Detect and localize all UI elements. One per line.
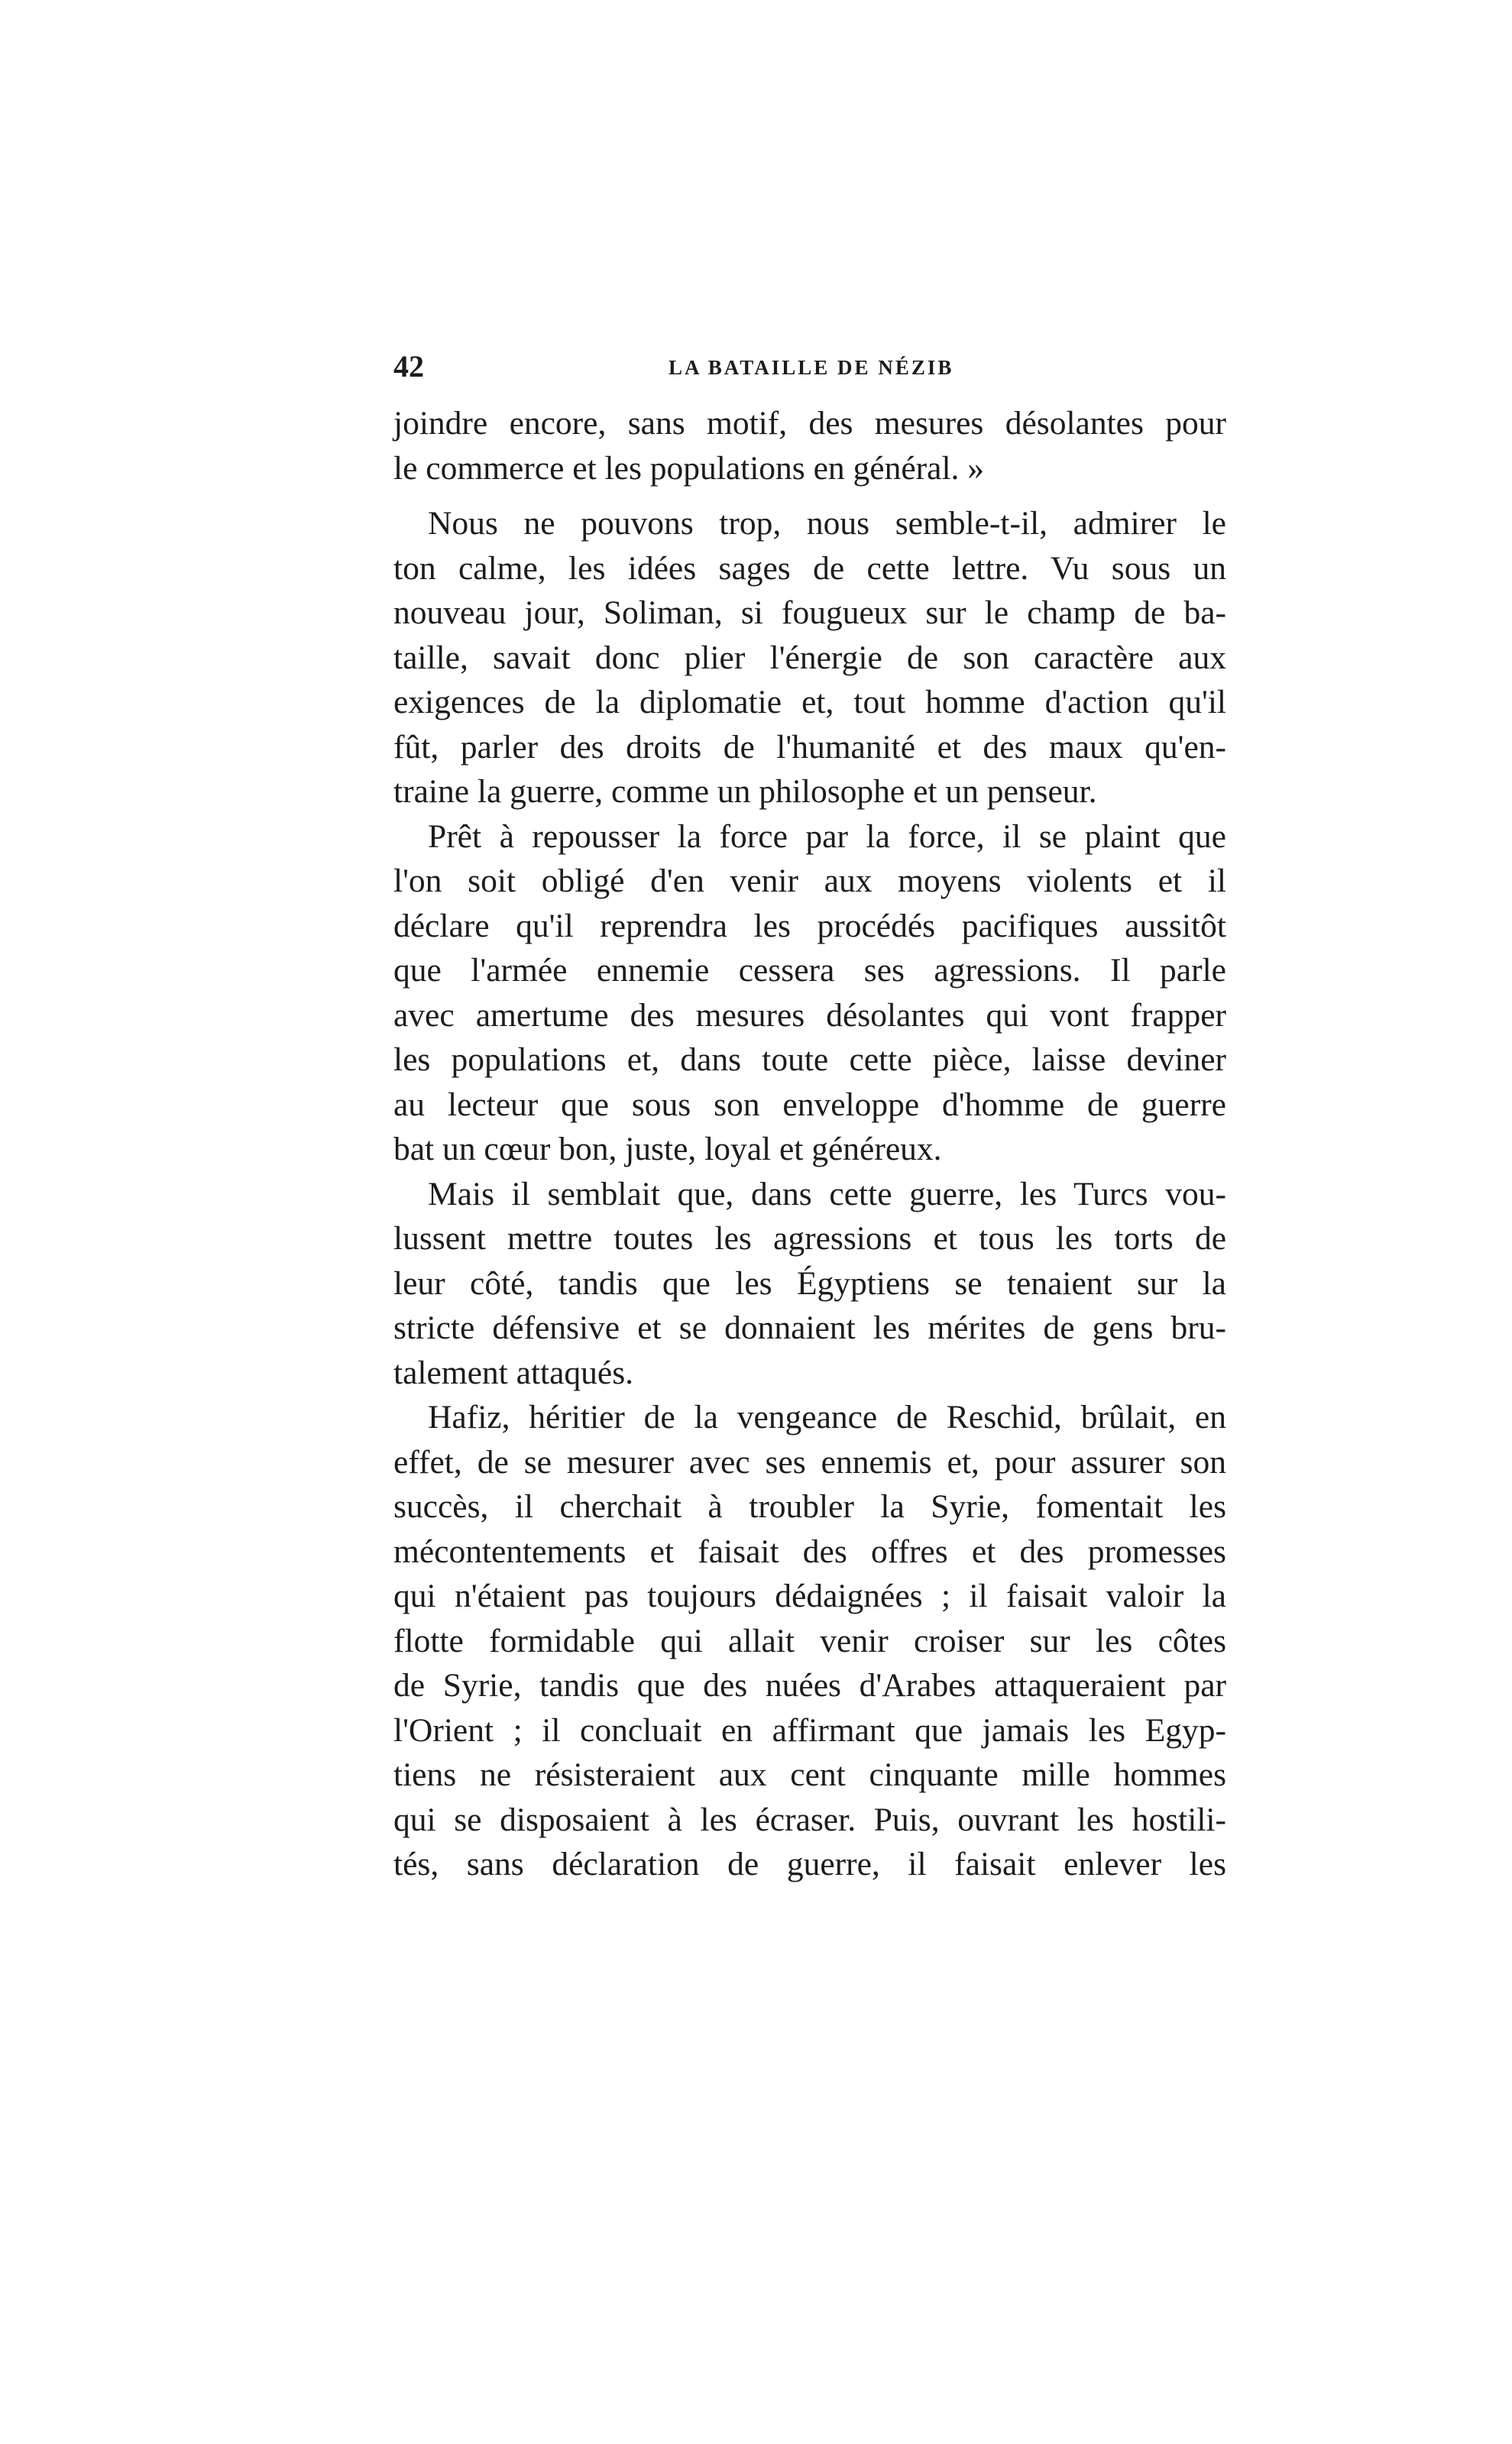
- text-line: stricte défensive et se donnaient les mérites de gens bru-: [393, 1309, 1226, 1346]
- text-line: avec amertume des mesures désolantes qui vont frapper: [393, 996, 1226, 1034]
- text-line: l'on soit obligé d'en venir aux moyens violents et il: [393, 863, 1226, 899]
- text-line: bat un cœur bon, juste, loyal et généreux.: [393, 1131, 942, 1167]
- running-title: LA BATAILLE DE NÉZIB: [669, 356, 954, 379]
- text-line: que l'armée ennemie cessera ses agressions. Il parle: [393, 952, 1226, 989]
- paragraph: [393, 501, 1226, 814]
- text-line: l'Orient ; il concluait en affirmant que jamais les Egyp-: [393, 1711, 1226, 1749]
- text-line: succès, il cherchait à troubler la Syrie, fomentait les: [393, 1488, 1226, 1525]
- paragraph: [393, 1172, 1226, 1396]
- text-line: talement attaqués.: [393, 1354, 634, 1391]
- page-header: [393, 348, 1226, 386]
- text-line: déclare qu'il reprendra les procédés pacifiques aussitôt: [393, 907, 1226, 944]
- paragraph-gap: [393, 490, 1226, 501]
- page-number: 42: [393, 349, 424, 384]
- text-line: traine la guerre, comme un philosophe et un penseur.: [393, 773, 1097, 810]
- text-line: nouveau jour, Soliman, si fougueux sur le champ de ba-: [393, 594, 1226, 631]
- text-line: Prêt à repousser la force par la force, il se plaint que: [428, 817, 1226, 855]
- text-line: joindre encore, sans motif, des mesures désolantes pour: [393, 405, 1226, 442]
- text-line: au lecteur que sous son enveloppe d'homme de guerre: [393, 1086, 1226, 1123]
- text-line: lussent mettre toutes les agressions et tous les torts de: [393, 1220, 1226, 1257]
- paragraph: [393, 401, 1226, 490]
- text-line: effet, de se mesurer avec ses ennemis et, pour assurer son: [393, 1443, 1226, 1481]
- text-line: les populations et, dans toute cette pièce, laisse deviner: [393, 1041, 1226, 1078]
- text-line: Mais il semblait que, dans cette guerre, les Turcs vou-: [428, 1175, 1226, 1212]
- text-line: fût, parler des droits de l'humanité et des maux qu'en-: [393, 728, 1226, 766]
- text-line: flotte formidable qui allait venir croiser sur les côtes: [393, 1622, 1226, 1659]
- text-line: taille, savait donc plier l'énergie de son caractère aux: [393, 639, 1226, 676]
- text-line: qui n'étaient pas toujours dédaignées ; il faisait valoir la: [393, 1578, 1226, 1614]
- paragraph: [393, 814, 1226, 1172]
- text-line: Hafiz, héritier de la vengeance de Reschid, brûlait, en: [428, 1399, 1226, 1436]
- text-line: tiens ne résisteraient aux cent cinquante mille hommes: [393, 1756, 1226, 1793]
- text-line: tés, sans déclaration de guerre, il faisait enlever les: [393, 1846, 1226, 1882]
- text-line: de Syrie, tandis que des nuées d'Arabes attaqueraient par: [393, 1667, 1226, 1704]
- text-line: le commerce et les populations en général. »: [393, 449, 985, 487]
- text-line: leur côté, tandis que les Égyptiens se tenaient sur la: [393, 1264, 1226, 1302]
- text-line: mécontentements et faisait des offres et des promesses: [393, 1533, 1226, 1570]
- body-text: [393, 401, 1226, 1887]
- paragraph: [393, 1395, 1226, 1887]
- text-line: qui se disposaient à les écraser. Puis, ouvrant les hostili-: [393, 1801, 1226, 1838]
- text-line: Nous ne pouvons trop, nous semble-t-il, admirer le: [428, 505, 1226, 542]
- text-line: ton calme, les idées sages de cette lettre. Vu sous un: [393, 549, 1226, 587]
- text-line: exigences de la diplomatie et, tout homme d'action qu'il: [393, 684, 1226, 720]
